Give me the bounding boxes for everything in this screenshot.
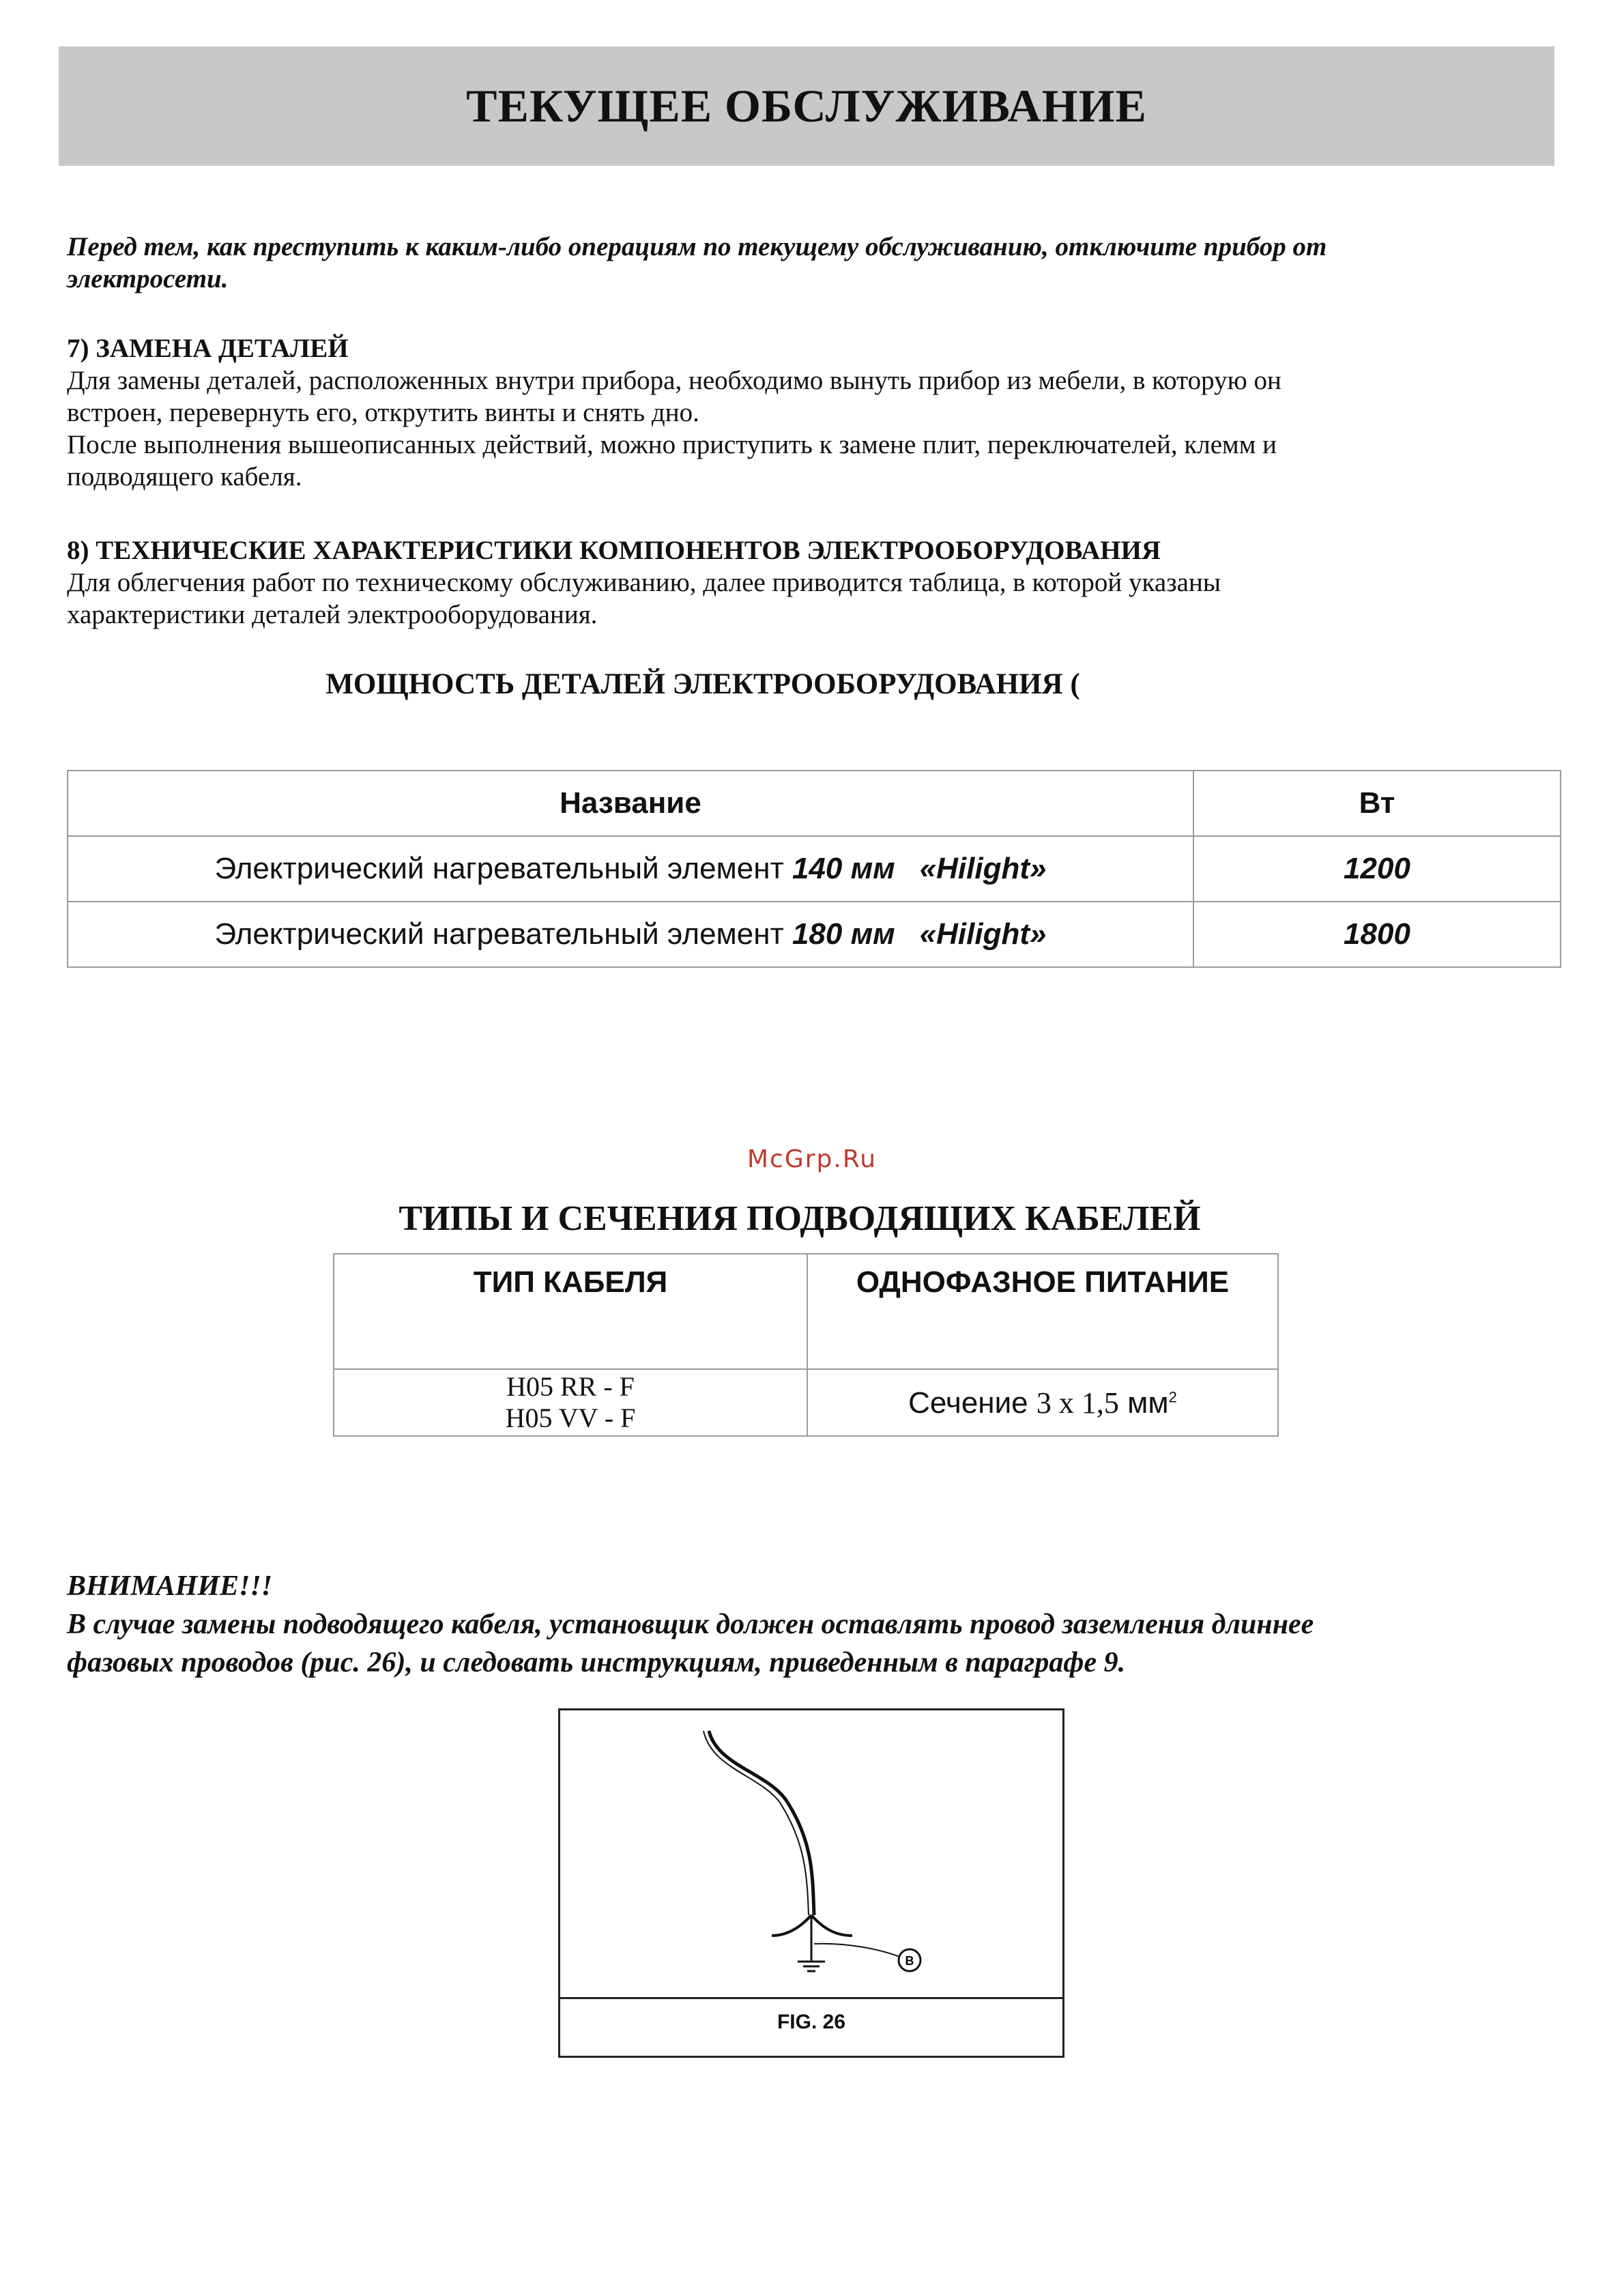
attention-block (67, 1567, 1554, 1682)
section-7-line: Для замены деталей, расположенных внутри прибора, необходимо вынуть прибор из мебели, в которую он (67, 366, 1281, 395)
watermark[interactable]: McGrp.Ru (746, 1145, 878, 1173)
power-table-title: МОЩНОСТЬ ДЕТАЛЕЙ ЭЛЕКТРООБОРУДОВАНИЯ ( (325, 668, 1080, 700)
section-8-line: характеристики деталей электрооборудования. (67, 600, 598, 629)
cable-diagram (560, 1710, 1062, 1997)
section-7 (67, 332, 1554, 493)
element-watts: 1800 (1193, 902, 1561, 967)
cable-table (333, 1253, 1279, 1437)
section-8-line: Для облегчения работ по техническому обслуживанию, далее приводится таблица, в которой указаны (67, 568, 1221, 597)
cable-section-cell (807, 1369, 1278, 1436)
element-prefix: Электрический нагревательный элемент (214, 852, 792, 885)
section-8 (67, 534, 1554, 631)
table-row (68, 836, 1561, 902)
element-type: «Hilight» (919, 852, 1047, 885)
intro-warning (67, 231, 1554, 295)
section-superscript: 2 (1168, 1388, 1177, 1405)
attention-line2: фазовых проводов (рис. 26), и следовать инструкциям, приведенным в параграфе 9. (67, 1647, 1126, 1678)
section-label: Сечение (908, 1386, 1036, 1420)
phase-wire-left (772, 1915, 811, 1936)
callout-marker: B (905, 1954, 914, 1968)
section-value: 3 x 1,5 (1036, 1386, 1119, 1420)
element-watts: 1200 (1193, 836, 1561, 902)
header-single-phase: ОДНОФАЗНОЕ ПИТАНИЕ (807, 1254, 1278, 1369)
table-header-row (68, 771, 1561, 836)
element-size: 180 мм (792, 917, 895, 951)
figure-divider (560, 1997, 1062, 1999)
cable-type: H05 VV - F (505, 1403, 636, 1433)
intro-warning-line2: электросети. (67, 264, 229, 293)
page-title: ТЕКУЩЕЕ ОБСЛУЖИВАНИЕ (466, 80, 1147, 132)
cable-path-inner (704, 1731, 809, 1915)
callout-leader (814, 1944, 901, 1957)
cable-types-cell (334, 1369, 807, 1436)
phase-wire-right (811, 1915, 852, 1936)
figure-label: FIG. 26 (777, 2011, 846, 2033)
element-type: «Hilight» (919, 917, 1047, 951)
section-7-line: После выполнения вышеописанных действий, можно приступить к замене плит, переключателей, клемм и (67, 430, 1277, 459)
intro-warning-line1: Перед тем, как преступить к каким-либо операциям по текущему обслуживанию, отключите прибор от (67, 232, 1327, 261)
element-name-cell (68, 836, 1193, 902)
attention-title: ВНИМАНИЕ!!! (67, 1570, 273, 1602)
section-8-title: 8) ТЕХНИЧЕСКИЕ ХАРАКТЕРИСТИКИ КОМПОНЕНТОВ ЭЛЕКТРООБОРУДОВАНИЯ (67, 536, 1161, 565)
figure-26 (558, 1708, 1064, 2058)
header-name: Название (68, 771, 1193, 836)
header-watts: Вт (1193, 771, 1561, 836)
header-cable-type: ТИП КАБЕЛЯ (334, 1254, 807, 1369)
section-unit: мм (1118, 1386, 1169, 1420)
table-row (68, 902, 1561, 967)
cable-type: H05 RR - F (506, 1371, 635, 1402)
section-7-line: встроен, перевернуть его, открутить винты и снять дно. (67, 398, 699, 427)
cable-path (709, 1731, 814, 1915)
element-size: 140 мм (792, 852, 895, 885)
cable-table-title: ТИПЫ И СЕЧЕНИЯ ПОДВОДЯЩИХ КАБЕЛЕЙ (398, 1199, 1201, 1238)
section-7-line: подводящего кабеля. (67, 462, 302, 491)
power-table (67, 770, 1561, 968)
section-7-title: 7) ЗАМЕНА ДЕТАЛЕЙ (67, 334, 349, 363)
header-band (59, 46, 1554, 166)
element-prefix: Электрический нагревательный элемент (214, 917, 792, 951)
table-row (334, 1369, 1278, 1436)
attention-line1: В случае замены подводящего кабеля, установщик должен оставлять провод заземления длиннее (67, 1609, 1314, 1640)
table-header-row (334, 1254, 1278, 1369)
element-name-cell (68, 902, 1193, 967)
